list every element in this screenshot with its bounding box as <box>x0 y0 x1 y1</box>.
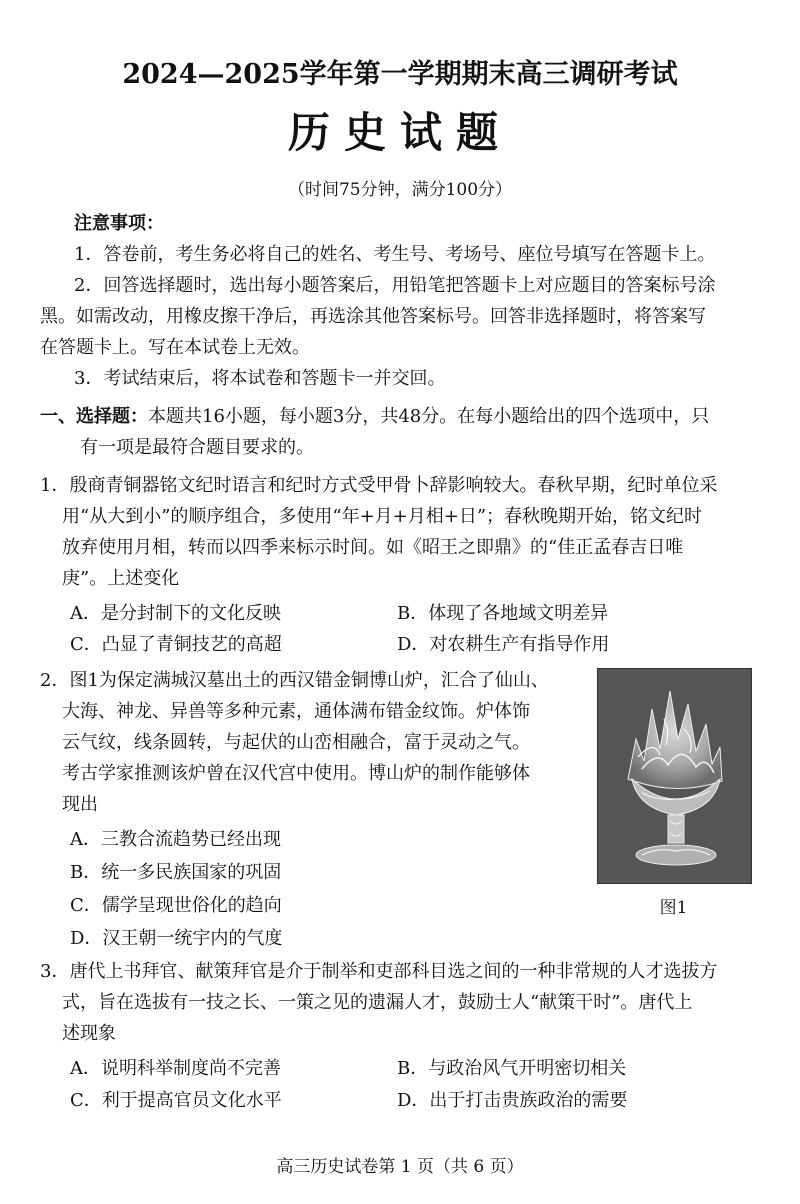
censer-illustration <box>598 669 751 883</box>
subject-title: 历史试题 <box>287 108 512 157</box>
censer-photo <box>597 668 752 884</box>
question-1-line: 1．殷商青铜器铭文纪时语言和纪时方式受甲骨卜辞影响较大。春秋早期，纪时单位采 <box>40 475 718 496</box>
section-heading <box>40 406 709 428</box>
time-note: （时间75分钟，满分100分） <box>287 180 513 200</box>
question-1-line: 用“从大到小”的顺序组合，多使用“年+月+月相+日”；春秋晚期开始，铭文纪时 <box>62 506 703 527</box>
question-2-line: 大海、神龙、异兽等多种元素，通体满布错金纹饰。炉体饰 <box>62 701 530 722</box>
question-1-option-d: D．对农耕生产有指导作用 <box>397 634 610 655</box>
question-3-option-b: B．与政治风气开明密切相关 <box>397 1058 627 1079</box>
question-2-line: 现出 <box>62 794 98 815</box>
question-3-option-a: A．说明科举制度尚不完善 <box>70 1058 281 1079</box>
exam-title: 2024—2025学年第一学期期末高三调研考试 <box>122 59 678 90</box>
notice-line: 1．答卷前，考生务必将自己的姓名、考生号、考场号、座位号填写在答题卡上。 <box>74 244 716 265</box>
question-3-option-c: C．利于提高官员文化水平 <box>70 1090 282 1111</box>
page-footer: 高三历史试卷第 1 页（共 6 页） <box>276 1157 524 1177</box>
question-2-option-a: A．三教合流趋势已经出现 <box>70 829 281 850</box>
question-1-line: 放弃使用月相，转而以四季来标示时间。如《昭王之即鼎》的“佳正孟春吉日唯 <box>62 537 684 558</box>
question-1-line: 庚”。上述变化 <box>62 568 180 589</box>
question-2-line: 2．图1为保定满城汉墓出土的西汉错金铜博山炉，汇合了仙山、 <box>40 670 549 691</box>
section-heading-label: 一、选择题： <box>40 406 148 427</box>
section-heading-text: 本题共16小题，每小题3分，共48分。在每小题给出的四个选项中，只 <box>148 406 710 427</box>
notice-heading: 注意事项： <box>74 213 164 234</box>
notice-line: 在答题卡上。写在本试卷上无效。 <box>40 337 310 358</box>
question-3-line: 述现象 <box>62 1023 116 1044</box>
question-3-line: 式，旨在选拔有一技之长、一策之见的遗漏人才，鼓励士人“献策干时”。唐代上 <box>62 992 693 1013</box>
question-2-option-d: D．汉王朝一统宇内的气度 <box>70 928 283 949</box>
question-1-option-b: B．体现了各地域文明差异 <box>397 603 609 624</box>
question-2-option-b: B．统一多民族国家的巩固 <box>70 862 282 883</box>
question-1-option-c: C．凸显了青铜技艺的高超 <box>70 634 282 655</box>
notice-line: 黑。如需改动，用橡皮擦干净后，再选涂其他答案标号。回答非选择题时，将答案写 <box>40 306 706 327</box>
question-3-option-d: D．出于打击贵族政治的需要 <box>397 1090 628 1111</box>
question-2-option-c: C．儒学呈现世俗化的趋向 <box>70 895 282 916</box>
notice-line: 2．回答选择题时，选出每小题答案后，用铅笔把答题卡上对应题目的答案标号涂 <box>74 275 716 296</box>
question-3-line: 3．唐代上书拜官、献策拜官是介于制举和吏部科目选之间的一种非常规的人才选拔方 <box>40 961 718 982</box>
section-heading-line2: 有一项是最符合题目要求的。 <box>80 437 314 458</box>
figure-caption: 图1 <box>659 898 688 918</box>
question-2-line: 云气纹，线条圆转，与起伏的山峦相融合，富于灵动之气。 <box>62 732 530 753</box>
question-2-line: 考古学家推测该炉曾在汉代宫中使用。博山炉的制作能够体 <box>62 763 530 784</box>
question-1-option-a: A．是分封制下的文化反映 <box>70 603 281 624</box>
notice-line: 3．考试结束后，将本试卷和答题卡一并交回。 <box>74 368 446 389</box>
